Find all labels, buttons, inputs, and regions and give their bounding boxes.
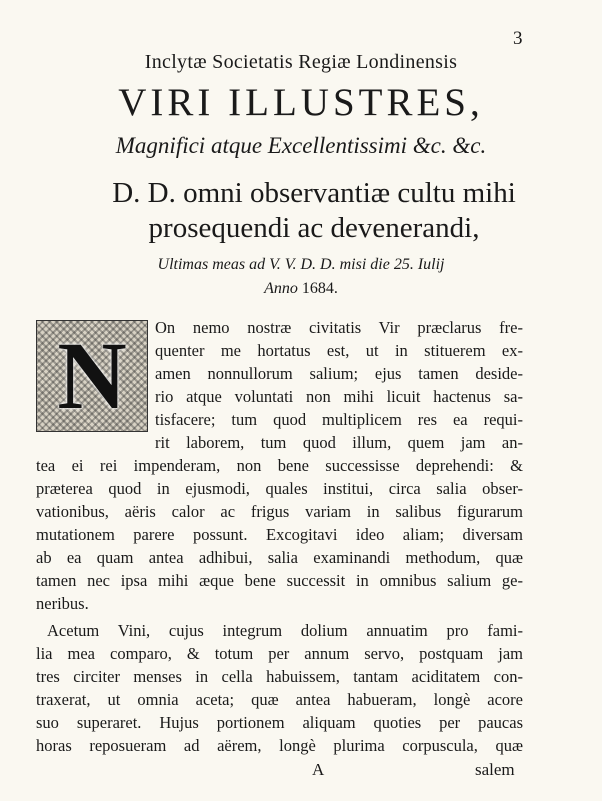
address-line: D. D. omni observantiæ cultu mihi [112, 177, 516, 209]
text-line: mutationem parere possunt. Excogitavi ideo aliam; diversam [36, 525, 523, 544]
text-line: præterea quod in ejusmodi, quales institui, circa salia obser- [36, 479, 523, 498]
letter-date-line: Ultimas meas ad V. V. D. D. misi die 25. Iulij [157, 256, 445, 273]
page-number: 3 [513, 28, 523, 49]
text-line: vationibus, aëris calor ac frigus variam in salibus figurarum [36, 502, 523, 521]
text-line: tamen nec ipsa mihi æque bene successit in omnibus salium ge- [36, 571, 523, 590]
text-line: quenter me hortatus est, ut in stituerem ex- [155, 341, 523, 360]
text-line: neribus. [36, 594, 89, 613]
letter-date-line [0, 277, 602, 301]
dedication-address [34, 176, 594, 246]
text-line: ab ea quam antea adhibui, salia examinandi methodum, quæ [36, 548, 523, 567]
text-line: amen nonnullorum salium; ejus tamen deside- [155, 364, 523, 383]
dedication-title: VIRI ILLUSTRES, [118, 81, 484, 124]
text-line: tres circiter menses in cella habuissem, tantam aciditatem con- [36, 667, 523, 686]
catchword: salem [475, 760, 515, 779]
text-line: traxerat, ut omnia aceta; quæ antea habueram, longè acore [36, 690, 523, 709]
text-line: tea ei rei impenderam, non bene successisse deprehendi: & [36, 456, 523, 475]
dedication-subtitle: Magnifici atque Excellentissimi &c. &c. [115, 133, 487, 158]
address-line: prosequendi ac devenerandi, [148, 212, 480, 244]
text-line: rit laborem, tum quod illum, quem jam an- [155, 433, 523, 452]
text-line: tisfacere; tum quod multiplicem res ea requi- [155, 410, 523, 429]
text-line: lia mea comparo, & totum per annum servo, postquam jam [36, 644, 523, 663]
letter-date [0, 253, 602, 301]
anno-label: Anno [264, 280, 302, 297]
text-line: horas reposueram ad aërem, longè plurima corpuscula, quæ [36, 736, 523, 755]
text-line: suo superaret. Hujus portionem aliquam quoties per paucas [36, 713, 523, 732]
decorated-initial [36, 320, 148, 432]
dedication-header: Inclytæ Societatis Regiæ Londinensis [144, 51, 458, 73]
text-line: rio atque voluntati non mihi licuit hactenus sa- [155, 387, 523, 406]
text-line: On nemo nostræ civitatis Vir præclarus fre- [155, 318, 523, 337]
year: 1684. [301, 280, 338, 297]
text-line: Acetum Vini, cujus integrum dolium annuatim pro fami- [47, 621, 523, 640]
initial-letter: N [57, 322, 127, 429]
signature-mark: A [312, 760, 325, 779]
